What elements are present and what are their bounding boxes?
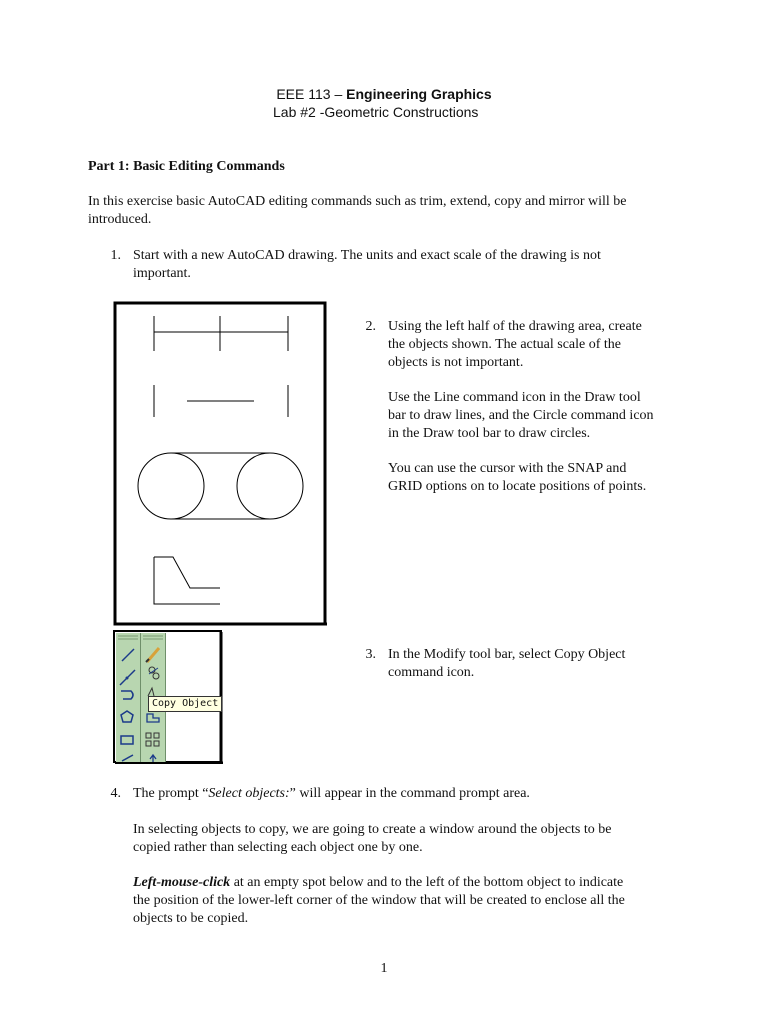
part1-heading: Part 1: Basic Editing Commands [88, 159, 285, 174]
step-1-number: 1. [110, 248, 121, 263]
title-dash: – [330, 86, 347, 102]
step-4-paragraph-3 [133, 874, 625, 928]
step-3-line-1: In the Modify tool bar, select Copy Object [388, 647, 626, 662]
intro-paragraph [88, 193, 627, 229]
copy-object-tooltip: Copy Object [148, 696, 222, 712]
drawing-figure [113, 301, 327, 626]
step-4-p3-line-2: the position of the lower-left corner of the window that will be created to enclose all the [133, 893, 625, 908]
prompt-pre: The prompt “ [133, 786, 209, 801]
document-title [0, 86, 768, 102]
step-1-line-1: Start with a new AutoCAD drawing. The units and exact scale of the drawing is not [133, 248, 601, 263]
step-2-line-3: objects is not important. [388, 355, 524, 370]
course-code: EEE 113 [276, 86, 331, 102]
step-2-extra-1-line-2: bar to draw lines, and the Circle command icon [388, 408, 654, 423]
left-mouse-click-emphasis: Left-mouse-click [133, 875, 231, 890]
step-2-text [388, 318, 642, 372]
step-4-paragraph-2 [133, 821, 611, 857]
step-2-extra-1-line-1: Use the Line command icon in the Draw tool [388, 390, 641, 405]
step-3-number: 3. [365, 647, 376, 662]
lab-title: Lab #2 -Geometric Constructions [273, 104, 479, 120]
step-2-extra-2-line-2: GRID options on to locate positions of points. [388, 479, 647, 494]
step-2-extra-2-line-1: You can use the cursor with the SNAP and [388, 461, 627, 476]
step-1-line-2: important. [133, 266, 191, 281]
page-number: 1 [380, 961, 388, 976]
course-title: Engineering Graphics [346, 86, 492, 102]
step-2-number: 2. [365, 319, 376, 334]
step-2-line-1: Using the left half of the drawing area, create [388, 319, 642, 334]
step-4-p2-line-2: copied rather than selecting each object one by one. [133, 840, 423, 855]
step-2-extra-2 [388, 460, 646, 496]
intro-line-1: In this exercise basic AutoCAD editing commands such as trim, extend, copy and mirror will be [88, 194, 627, 209]
select-objects-prompt: Select objects: [208, 786, 290, 801]
intro-line-2: introduced. [88, 212, 152, 227]
step-4-p3-line-1: at an empty spot below and to the left of the bottom object to indicate [230, 875, 624, 890]
step-4-p2-line-1: In selecting objects to copy, we are going to create a window around the objects to be [133, 822, 612, 837]
prompt-post: ” will appear in the command prompt area. [289, 786, 530, 801]
step-3-text [388, 646, 625, 682]
step-2-extra-1-line-3: in the Draw tool bar to draw circles. [388, 426, 591, 441]
step-2-extra-1 [388, 389, 654, 443]
step-4-number: 4. [110, 786, 121, 801]
step-4-prompt [133, 785, 530, 803]
step-2-line-2: the objects shown. The actual scale of the [388, 337, 621, 352]
step-4-p3-line-3: objects to be copied. [133, 911, 249, 926]
step-3-line-2: command icon. [388, 665, 475, 680]
step-1-text [133, 247, 601, 283]
